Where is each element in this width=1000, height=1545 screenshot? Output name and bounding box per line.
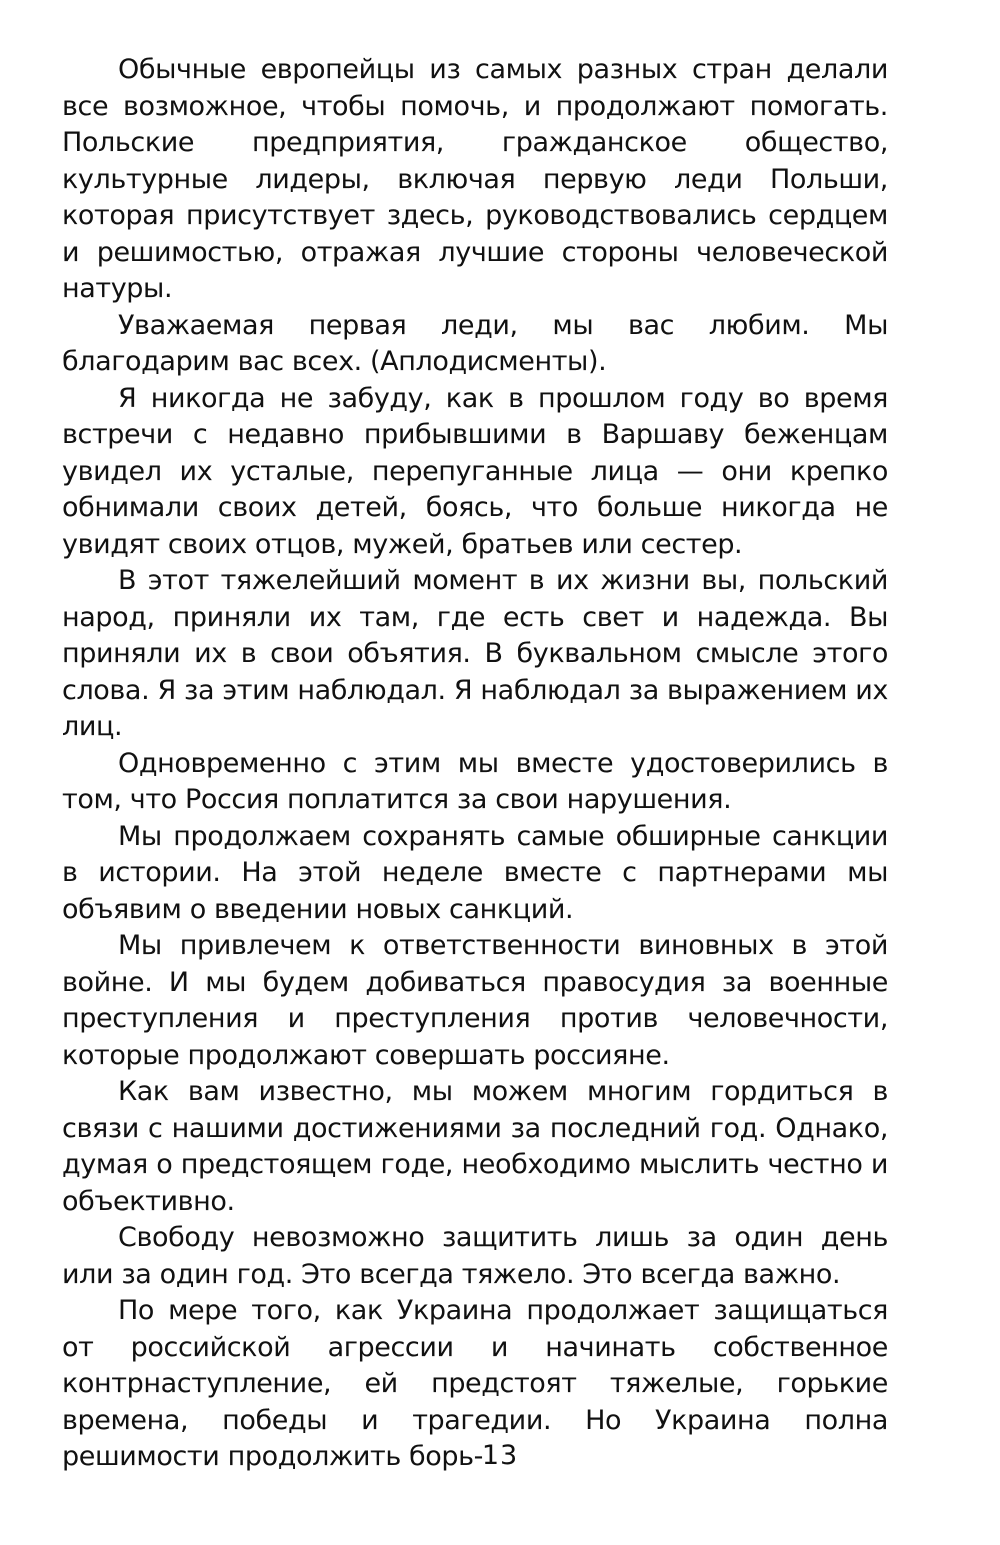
paragraph: Обычные европейцы из самых разных стран делали все возможное, чтобы помочь, и продолжают помогать. Польские предприятия, гражданское общество, культурные лидеры, включая первую леди Польши, которая присутствует здесь, руководствовались сердцем и решимостью, отражая лучшие стороны человеческой натуры. bbox=[62, 54, 888, 304]
page-number: 13 bbox=[481, 1440, 519, 1471]
paragraph: Одновременно с этим мы вместе удостоверились в том, что Россия поплатится за свои нарушения. bbox=[62, 747, 888, 815]
page-body bbox=[62, 52, 888, 1476]
paragraph: Свободу невозможно защитить лишь за один день или за один год. Это всегда тяжело. Это всегда важно. bbox=[62, 1222, 888, 1290]
paragraph: Мы привлечем к ответственности виновных в этой войне. И мы будем добиваться правосудия за военные преступления и преступления против человечности, которые продолжают совершать россияне. bbox=[62, 930, 888, 1071]
paragraph: По мере того, как Украина продолжает защищаться от российской агрессии и начинать собственное контрнаступление, ей предстоят тяжелые, горькие времена, победы и трагедии. Но Украина полна решимости продолжить борь- bbox=[62, 1295, 888, 1472]
paragraph: Как вам известно, мы можем многим гордиться в связи с нашими достижениями за последний год. Однако, думая о предстоящем годе, необходимо мыслить честно и объективно. bbox=[62, 1076, 888, 1217]
paragraph: Мы продолжаем сохранять самые обширные санкции в истории. На этой неделе вместе с партнерами мы объявим о введении новых санкций. bbox=[62, 820, 888, 925]
paragraph: Уважаемая первая леди, мы вас любим. Мы благодарим вас всех. (Аплодисменты). bbox=[62, 309, 888, 377]
paragraph: Я никогда не забуду, как в прошлом году во время встречи с недавно прибывшими в Варшаву беженцам увидел их усталые, перепуганные лица — они крепко обнимали своих детей, боясь, что больше никогда не увидят своих отцов, мужей, братьев или сестер. bbox=[62, 382, 888, 560]
paragraph: В этот тяжелейший момент в их жизни вы, польский народ, приняли их там, где есть свет и надежда. Вы приняли их в свои объятия. В буквальном смысле этого слова. Я за этим наблюдал. Я наблюдал за выражением их лиц. bbox=[62, 565, 888, 742]
